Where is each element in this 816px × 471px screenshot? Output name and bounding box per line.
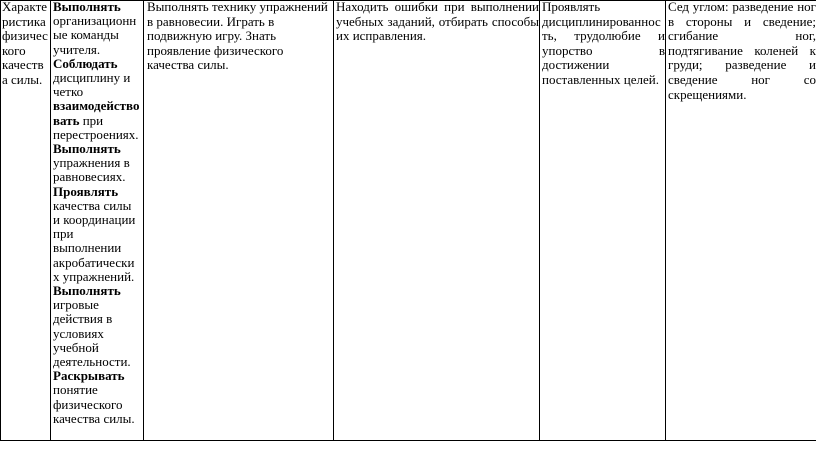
action-text: упражнения в равновесиях.	[53, 155, 130, 185]
action-verb: Выполнять	[53, 283, 121, 299]
action-text: организационные команды учителя.	[53, 13, 137, 57]
action-text: качества силы и координации при выполнении акробатических упражнений.	[53, 197, 136, 284]
action-verb: Раскрывать	[53, 368, 125, 384]
action-text: при перестроениях.	[53, 112, 139, 142]
column-border	[143, 0, 144, 441]
personal-results-cell: Проявлять дисциплинированность, трудолюбие и упорство в достижении поставленных целей.	[542, 0, 665, 87]
topic-cell: Характеристика физического качества силы.	[2, 0, 48, 87]
metasubject-results-cell: Находить ошибки при выполнении учебных заданий, отбирать способы их исправления.	[336, 0, 539, 44]
action-verb: Выполнять	[53, 0, 121, 14]
exercises-cell: Сед углом: разведение ног в стороны и сведение; сгибание ног, подтягивание коленей к груди; разведение и сведение ног со скрещениями.	[668, 0, 816, 102]
action-verb: взаимодействовать	[53, 98, 140, 128]
action-text: дисциплину и четко	[53, 70, 131, 100]
column-border	[539, 0, 540, 441]
action-verb: Проявлять	[53, 183, 119, 199]
action-item	[53, 0, 140, 426]
learning-actions-cell	[52, 0, 140, 441]
column-border	[665, 0, 666, 441]
action-text: игровые действия в условиях учебной деятельности.	[53, 297, 131, 370]
column-border	[333, 0, 334, 441]
subject-results-cell: Выполнять технику упражнений в равновесии. Играть в подвижную игру. Знать проявление физического качества силы.	[147, 0, 328, 73]
column-border	[50, 0, 51, 441]
action-verb: Выполнять	[53, 141, 121, 157]
action-verb: Соблюдать	[53, 55, 118, 71]
action-text: понятие физического качества силы.	[53, 382, 135, 426]
